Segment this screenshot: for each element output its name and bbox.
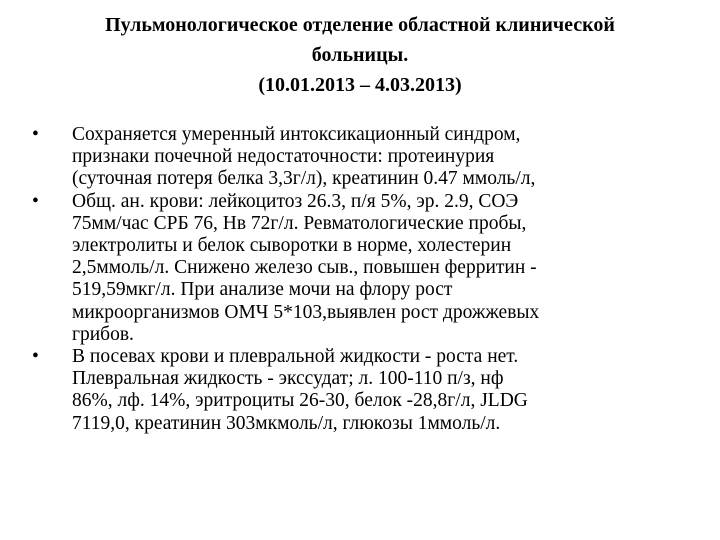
bullet-list [32,124,702,435]
bullet-2-line-1: Общ. ан. крови: лейкоцитоз 26.3, п/я 5%, эр. 2.9, СОЭ [72,190,519,212]
bullet-marker: • [32,190,39,212]
bullet-3-line-3: 86%, лф. 14%, эритроциты 26-30, белок -28,8г/л, JLDG [72,390,528,412]
bullet-item-blood-tests [32,191,702,346]
bullet-2-line-2: 75мм/час СРБ 76, Нв 72г/л. Ревматологические пробы, [72,212,527,234]
bullet-2-line-4: 2,5ммоль/л. Снижено железо сыв., повышен ферритин - [72,257,537,279]
title-line-1: Пульмонологическое отделение областной клинической [105,14,615,36]
bullet-marker: • [32,124,39,145]
bullet-1-line-3: (суточная потеря белка 3,3г/л), креатинин 0.47 ммоль/л, [72,168,536,190]
bullet-1-line-2: признаки почечной недостаточности: протеинурия [72,146,495,168]
bullet-2-line-6: микроорганизмов ОМЧ 5*103,выявлен рост дрожжевых [72,301,540,323]
bullet-2-line-7: грибов. [72,323,134,345]
bullet-2-line-3: электролиты и белок сыворотки в норме, холестерин [72,235,512,257]
title-line-3-date-range: (10.01.2013 – 4.03.2013) [258,74,462,96]
title-line-2: больницы. [311,44,409,66]
bullet-2-line-5: 519,59мкг/л. При анализе мочи на флору рост [72,279,453,301]
bullet-marker: • [32,346,39,368]
bullet-1-line-1: Сохраняется умеренный интоксикационный синдром, [72,124,521,145]
bullet-3-line-4: 7119,0, креатинин 303мкмоль/л, глюкозы 1ммоль/л. [72,412,501,434]
bullet-item-cultures [32,346,702,435]
bullet-3-line-2: Плевральная жидкость - экссудат; л. 100-110 п/з, нф [72,368,504,390]
slide-title [40,10,680,100]
bullet-3-line-1: В посевах крови и плевральной жидкости - роста нет. [72,346,519,368]
bullet-item-general-condition [32,124,702,191]
